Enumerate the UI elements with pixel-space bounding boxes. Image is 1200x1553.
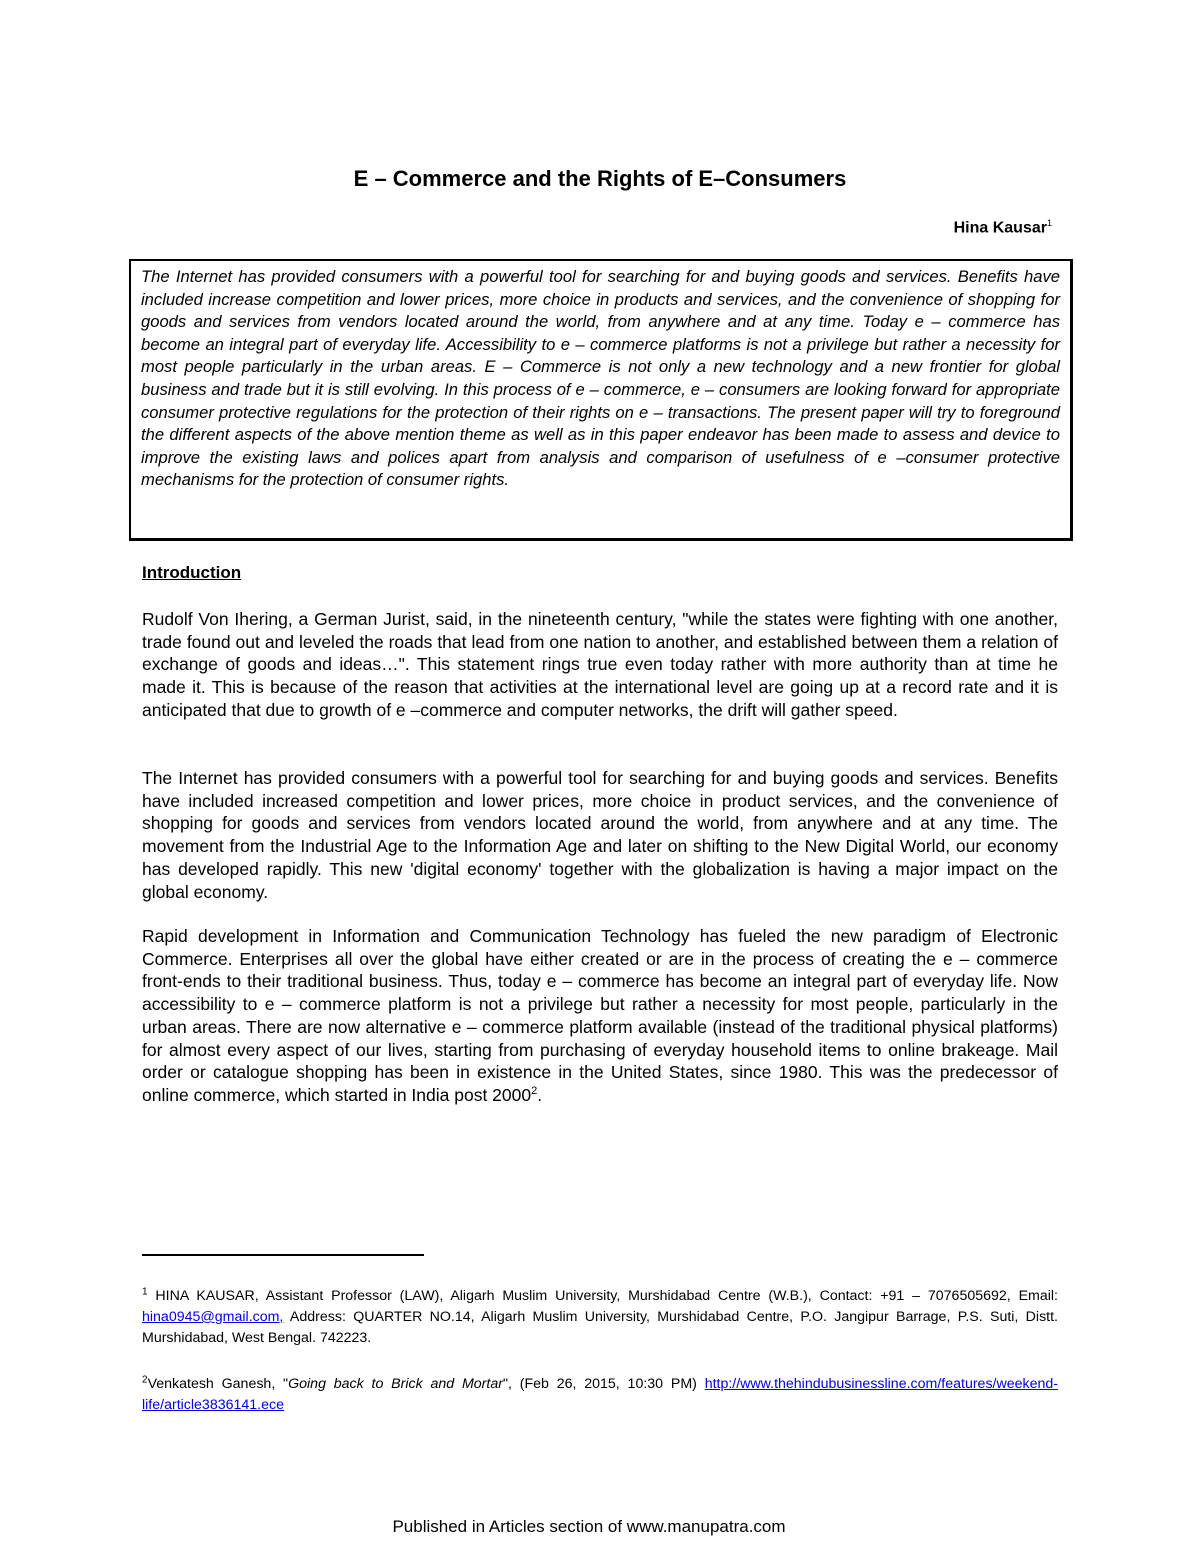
footnote <box>142 1286 1058 1349</box>
footnote-reference[interactable]: 2 <box>531 1085 538 1098</box>
publisher-footer: Published in Articles section of www.manupatra.com <box>392 1517 786 1536</box>
footnote-text: ", (Feb 26, 2015, 10:30 PM) <box>502 1376 697 1392</box>
body-paragraph-end: . <box>537 1084 543 1105</box>
section-heading-introduction: Introduction <box>142 563 242 582</box>
author-name-text: Hina Kausar <box>953 219 1047 237</box>
source-url-link[interactable]: http://www.thehindubusinessline.com/features/weekend-life/article3836141.ece <box>142 1376 1058 1413</box>
author-name <box>954 218 1052 237</box>
footnote-text: HINA KAUSAR, Assistant Professor (LAW), Aligarh Muslim University, Murshidabad Centre (W.B.), Contact: +91 – 7076505692, Email: <box>147 1288 1058 1304</box>
footnote-text: Address: QUARTER NO.14, Aligarh Muslim University, Murshidabad Centre, P.O. Jangipur Barrage, P.S. Suti, Distt. Murshidabad, West Bengal. 742223. <box>142 1309 1058 1346</box>
footnote-text: Venkatesh Ganesh, " <box>147 1376 289 1392</box>
abstract-box: The Internet has provided consumers with a powerful tool for searching for and buying goods and services. Benefits have included increase competition and lower prices, more choice in products and services, and the convenience of shopping for goods and services from vendors located around the world, from anywhere and at any time. Today e – commerce has become an integral part of everyday life. Accessibility to e – commerce platforms is not a privilege but rather a necessity for most people particularly in the urban areas. E – Commerce is not only a new technology and a new frontier for global business and trade but it is still evolving. In this process of e – commerce, e – consumers are looking forward for appropriate consumer protective regulations for the protection of their rights on e – transactions. The present paper will try to foreground the different aspects of the above mention theme as well as in this paper endeavor has been made to assess and device to improve the existing laws and polices apart from analysis and comparison of usefulness of e –consumer protective mechanisms for the protection of consumer rights. <box>129 259 1073 541</box>
body-paragraph <box>142 925 1058 1107</box>
footnote-separator <box>142 1254 424 1256</box>
footnote-mark: 2 <box>142 1374 148 1386</box>
body-paragraph: Rudolf Von Ihering, a German Jurist, said, in the nineteenth century, "while the states were fighting with one another, trade found out and leveled the roads that lead from one nation to another, and established between them a relation of exchange of goods and ideas…". This statement rings true even today rather with more authority than at time he made it. This is because of the reason that activities at the international level are going up at a record rate and it is anticipated that due to growth of e –commerce and computer networks, the drift will gather speed. <box>142 609 1058 720</box>
footnote-mark: 1 <box>142 1286 148 1298</box>
footnote-source-title: Going back to Brick and Mortar <box>288 1376 503 1392</box>
author-footnote-mark: 1 <box>1046 218 1052 228</box>
paper-title: E – Commerce and the Rights of E–Consumers <box>353 166 847 191</box>
email-link[interactable]: hina0945@gmail.com, <box>142 1309 284 1325</box>
body-paragraph: The Internet has provided consumers with a powerful tool for searching for and buying goods and services. Benefits have included increased competition and lower prices, more choice in product services, and the convenience of shopping for goods and services from vendors located around the world, from anywhere and at any time. The movement from the Industrial Age to the Information Age and later on shifting to the New Digital World, our economy has developed rapidly. This new 'digital economy' together with the globalization is having a major impact on the global economy. <box>142 768 1058 902</box>
footnote <box>142 1374 1058 1416</box>
body-paragraph-text: Rapid development in Information and Communication Technology has fueled the new paradigm of Electronic Commerce. Enterprises all over the global have either created or are in the process of creating the e – commerce front-ends to their traditional business. Thus, today e – commerce has become an integral part of everyday life. Now accessibility to e – commerce platform is not a privilege but rather a necessity for most people, particularly in the urban areas. There are now alternative e – commerce platform available (instead of the traditional physical platforms) for almost every aspect of our lives, starting from purchasing of everyday household items to online brakeage. Mail order or catalogue shopping has been in existence in the United States, since 1980. This was the predecessor of online commerce, which started in India post 2000 <box>142 926 1058 1105</box>
